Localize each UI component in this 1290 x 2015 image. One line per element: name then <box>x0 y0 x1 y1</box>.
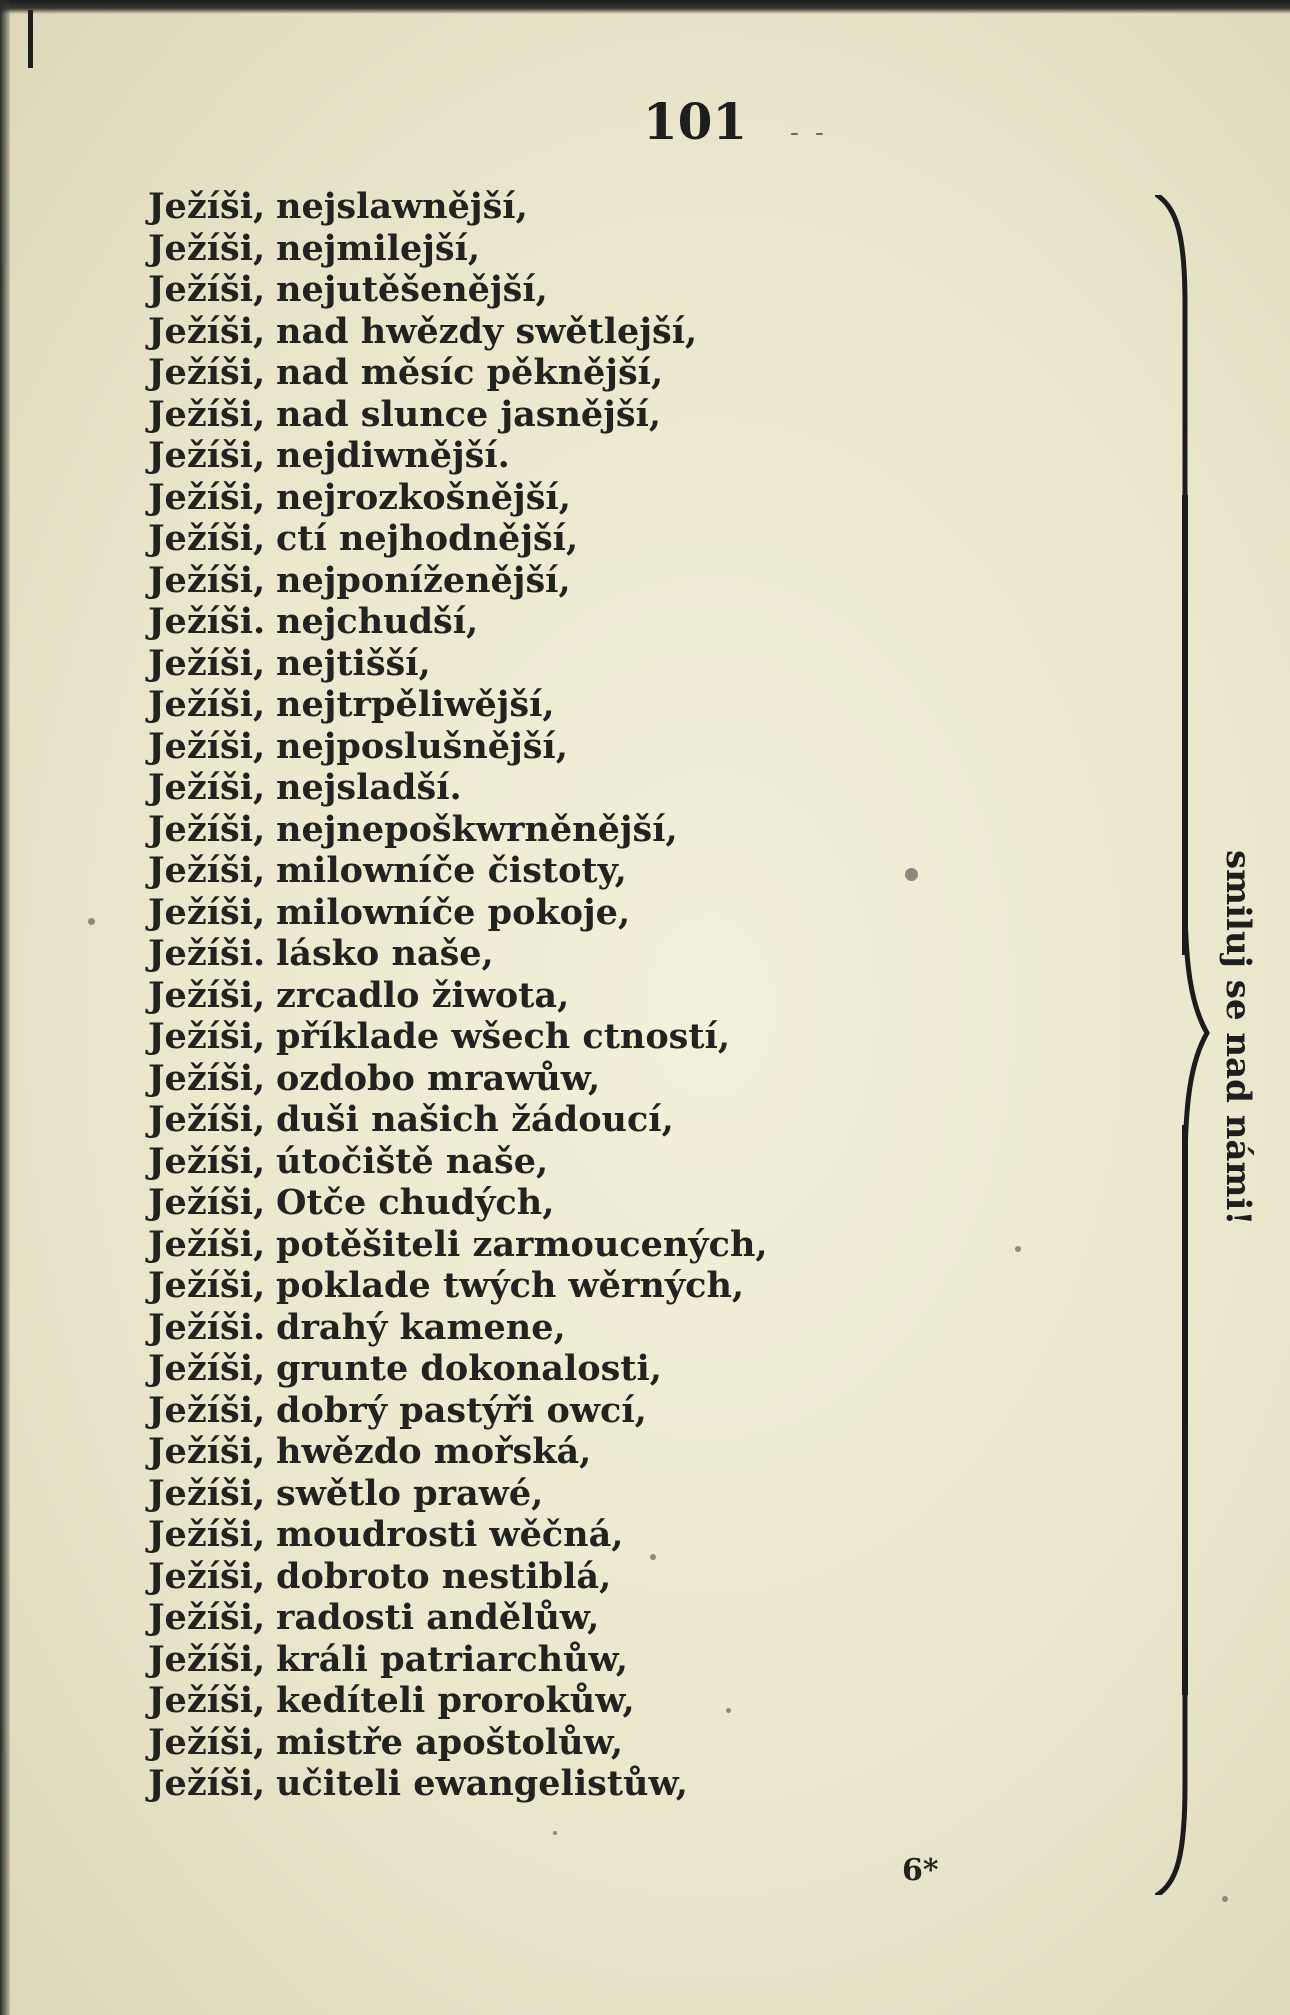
invocation-text: nejslawnější, <box>276 186 528 227</box>
litany-line <box>148 1473 768 1515</box>
invocation-text: swětlo prawé, <box>276 1472 544 1514</box>
invocation-name: Ježíši, <box>148 1431 266 1472</box>
litany-line <box>148 518 768 560</box>
litany-line <box>148 1307 768 1349</box>
page-number: 101 <box>642 92 748 151</box>
litany-line <box>148 1431 768 1473</box>
invocation-name: Ježíši, <box>148 974 266 1016</box>
paper-speck <box>650 1554 656 1560</box>
invocation-name: Ježíši, <box>148 1555 266 1597</box>
invocation-name: Ježíši, <box>148 1514 266 1555</box>
invocation-text: grunte dokonalosti, <box>276 1348 662 1389</box>
invocation-text: nejtrpěliwější, <box>276 684 555 725</box>
litany-line <box>148 726 768 768</box>
litany-line <box>148 1722 768 1764</box>
invocation-name: Ježíši, <box>148 310 266 352</box>
litany-response <box>1216 850 1276 1226</box>
invocation-text: milowníče pokoje, <box>276 891 631 933</box>
litany-line <box>148 767 768 809</box>
invocation-name: Ježíši, <box>148 435 266 476</box>
invocation-name: Ježíši, <box>148 1763 266 1804</box>
invocation-text: potěšiteli zarmoucených, <box>276 1223 768 1265</box>
invocation-name: Ježíši, <box>148 891 266 933</box>
invocation-text: nad hwězdy swětlejší, <box>276 310 698 352</box>
invocation-name: Ježíši, <box>148 725 266 767</box>
paper-speck <box>905 868 918 881</box>
litany-line <box>148 1348 768 1390</box>
litany-line <box>148 186 768 228</box>
invocation-text: králi patriarchůw, <box>276 1638 628 1680</box>
litany-line <box>148 1639 768 1681</box>
invocation-text: učiteli ewangelistůw, <box>276 1763 688 1804</box>
invocation-text: milowníče čistoty, <box>276 850 627 891</box>
invocation-name: Ježíši, <box>148 1472 266 1514</box>
invocation-name: Ježíši, <box>148 186 266 227</box>
invocation-name: Ježíši, <box>148 559 266 601</box>
litany-line <box>148 394 768 436</box>
litany-line <box>148 228 768 270</box>
binding-mark <box>28 10 33 68</box>
invocation-text: nejutěšenější, <box>276 269 548 310</box>
litany-line <box>148 1680 768 1722</box>
invocation-text: dobroto nestiblá, <box>276 1555 612 1597</box>
invocation-name: Ježíši, <box>148 1016 266 1057</box>
invocation-name: Ježíši, <box>148 1057 266 1099</box>
invocation-text: nejnepoškwrněnější, <box>276 808 678 850</box>
invocation-name: Ježíši, <box>148 1721 266 1763</box>
invocation-text: kedíteli prorokůw, <box>276 1680 635 1721</box>
litany-line <box>148 975 768 1017</box>
litany-line <box>148 1058 768 1100</box>
invocation-name: Ježíši, <box>148 1389 266 1431</box>
invocation-name: Ježíši, <box>148 1182 266 1223</box>
litany-line <box>148 892 768 934</box>
invocation-text: nejponíženější, <box>276 559 571 601</box>
invocation-text: nejmilejší, <box>276 227 481 269</box>
invocation-text: příklade wšech ctností, <box>276 1016 731 1057</box>
litany-line <box>148 809 768 851</box>
paper-speck <box>1015 1246 1021 1252</box>
invocation-name: Ježíši, <box>148 269 266 310</box>
litany-line <box>148 1224 768 1266</box>
invocation-text: mistře apoštolůw, <box>276 1721 624 1763</box>
invocation-name: Ježíši, <box>148 1140 266 1182</box>
invocation-text: hwězdo mořská, <box>276 1431 592 1472</box>
litany-line <box>148 311 768 353</box>
invocation-text: poklade twých wěrných, <box>276 1265 745 1306</box>
invocation-text: duši našich žádoucí, <box>276 1099 674 1140</box>
invocation-text: nejtišší, <box>276 642 431 684</box>
invocation-name: Ježíši, <box>148 1348 266 1389</box>
invocation-name: Ježíši, <box>148 642 266 684</box>
litany-line <box>148 269 768 311</box>
header-mark: - - <box>790 118 828 148</box>
invocation-text: nad měsíc pěknější, <box>276 352 664 393</box>
litany-line <box>148 352 768 394</box>
invocation-name: Ježíši, <box>148 1223 266 1265</box>
litany-line <box>148 1514 768 1556</box>
invocation-text: útočiště naše, <box>276 1140 549 1182</box>
response-text: smiluj se nad námi! <box>1218 850 1258 1226</box>
invocation-text: lásko naše, <box>276 933 494 974</box>
litany-line <box>148 850 768 892</box>
invocation-name: Ježíši. <box>148 933 266 974</box>
litany-line <box>148 933 768 975</box>
invocation-text: zrcadlo žiwota, <box>276 974 570 1016</box>
invocation-text: nejsladší. <box>276 767 462 808</box>
litany-list <box>148 186 768 1805</box>
invocation-text: nejdiwnější. <box>276 435 510 476</box>
invocation-text: Otče chudých, <box>276 1182 555 1223</box>
litany-line <box>148 435 768 477</box>
litany-line <box>148 684 768 726</box>
invocation-text: nejchudší, <box>276 601 479 642</box>
invocation-text: radosti andělůw, <box>276 1597 600 1638</box>
litany-line <box>148 1556 768 1598</box>
invocation-name: Ježíši, <box>148 684 266 725</box>
invocation-text: nad slunce jasnější, <box>276 393 662 435</box>
litany-line <box>148 1182 768 1224</box>
invocation-text: ozdobo mrawůw, <box>276 1057 601 1099</box>
litany-line <box>148 1763 768 1805</box>
litany-line <box>148 1390 768 1432</box>
litany-line <box>148 477 768 519</box>
invocation-name: Ježíši, <box>148 767 266 808</box>
page-left-shadow <box>0 0 10 2015</box>
invocation-name: Ježíši. <box>148 1306 266 1348</box>
invocation-text: nejrozkošnější, <box>276 476 571 518</box>
page-top-shadow <box>0 0 1290 14</box>
invocation-name: Ježíši, <box>148 518 266 559</box>
invocation-name: Ježíši, <box>148 850 266 891</box>
litany-line <box>148 1016 768 1058</box>
paper-speck <box>553 1831 557 1835</box>
paper-speck <box>88 918 95 925</box>
litany-line <box>148 1597 768 1639</box>
invocation-name: Ježíši, <box>148 808 266 850</box>
invocation-text: ctí nejhodnější, <box>276 518 579 559</box>
litany-line <box>148 601 768 643</box>
invocation-text: moudrosti wěčná, <box>276 1514 624 1555</box>
litany-line <box>148 1099 768 1141</box>
invocation-name: Ježíši, <box>148 1680 266 1721</box>
invocation-name: Ježíši, <box>148 1099 266 1140</box>
invocation-name: Ježíši, <box>148 393 266 435</box>
invocation-name: Ježíši, <box>148 1638 266 1680</box>
litany-line <box>148 560 768 602</box>
invocation-name: Ježíši, <box>148 476 266 518</box>
invocation-name: Ježíši, <box>148 1265 266 1306</box>
invocation-text: drahý kamene, <box>276 1306 566 1348</box>
litany-line <box>148 1265 768 1307</box>
paper-speck <box>726 1708 731 1713</box>
invocation-name: Ježíši, <box>148 227 266 269</box>
paper-speck <box>1222 1896 1228 1902</box>
invocation-name: Ježíši, <box>148 352 266 393</box>
invocation-name: Ježíši. <box>148 601 266 642</box>
invocation-text: dobrý pastýři owcí, <box>276 1389 647 1431</box>
litany-line <box>148 1141 768 1183</box>
litany-line <box>148 643 768 685</box>
signature-mark: 6* <box>902 1853 939 1888</box>
curly-brace-icon <box>1155 195 1215 1895</box>
invocation-text: nejposlušnější, <box>276 725 568 767</box>
invocation-name: Ježíši, <box>148 1597 266 1638</box>
